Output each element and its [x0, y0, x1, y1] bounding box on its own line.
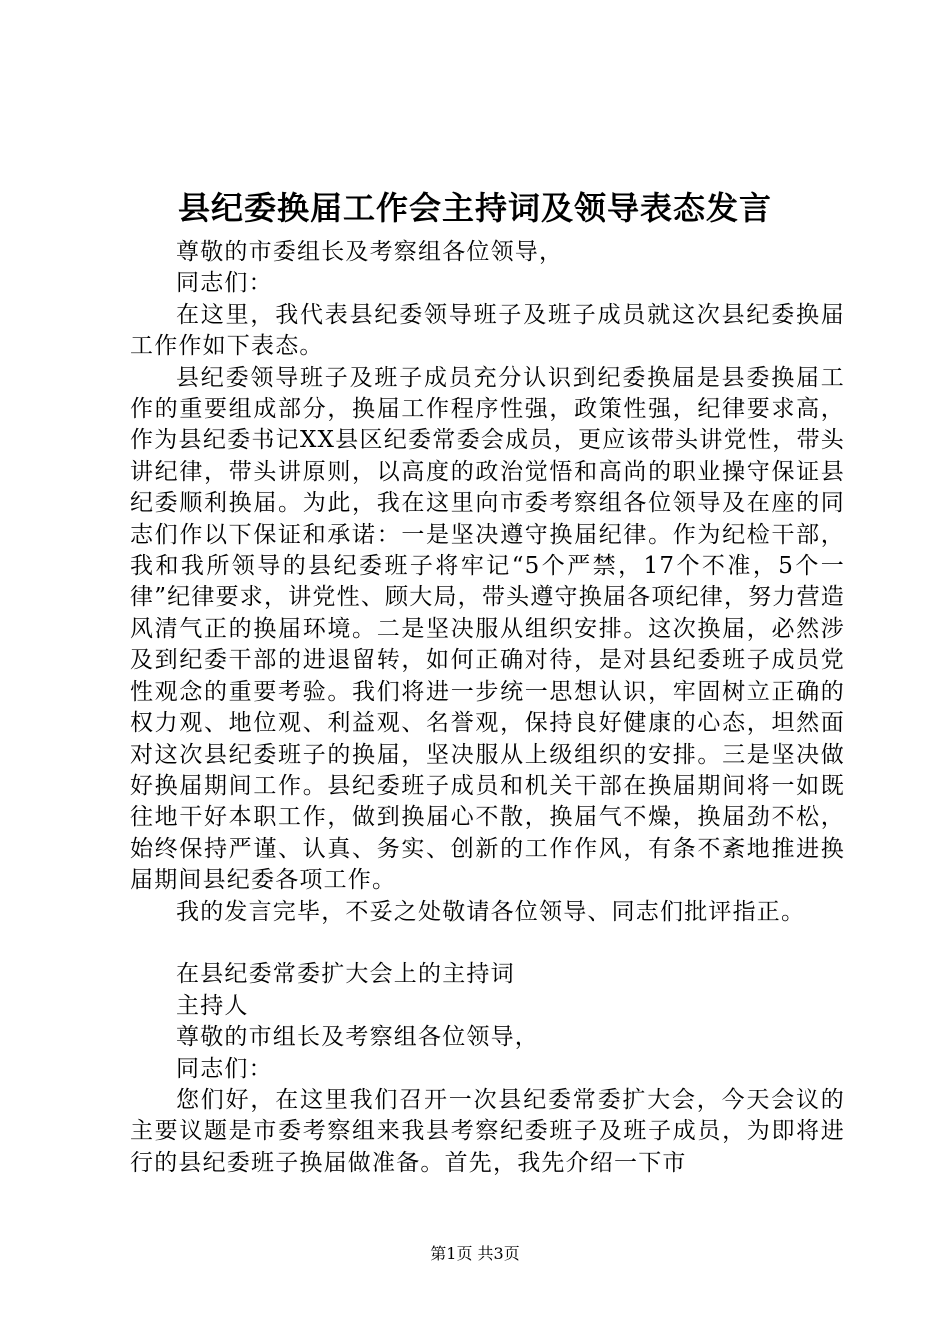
salutation-leaders: 尊敬的市组长及考察组各位领导， — [176, 1024, 539, 1051]
closing-paragraph: 我的发言完毕，不妥之处敬请各位领导、同志们批评指正。 — [176, 898, 806, 925]
document-body — [130, 237, 845, 1179]
body-paragraph: 县纪委领导班子及班子成员充分认识到纪委换届是县委换届工作的重要组成部分，换届工作程序性强，政策性强，纪律要求高，作为县纪委书记XX县区纪委常委会成员，更应该带头讲党性，带头讲纪律，带头讲原则，以高度的政治觉悟和高尚的职业操守保证县纪委顺利换届。为此，我在这里向市委考察组各位领导及在座的同志们作以下保证和承诺：一是坚决遵守换届纪律。作为纪检干部，我和我所领导的县纪委班子将牢记“5个严禁，17个不准，5个一律”纪律要求，讲党性、顾大局，带头遵守换届各项纪律，努力营造风清气正的换届环境。二是坚决服从组织安排。这次换届，必然涉及到纪委干部的进退留转，如何正确对待，是对县纪委班子成员党性观念的重要考验。我们将进一步统一思想认识，牢固树立正确的权力观、地位观、利益观、名誉观，保持良好健康的心态，坦然面对这次县纪委班子的换届，坚决服从上级组织的安排。三是坚决做好换届期间工作。县纪委班子成员和机关干部在换届期间将一如既往地干好本职工作，做到换届心不散，换届气不燥，换届劲不松，始终保持严谨、认真、务实、创新的工作作风，有条不紊地推进换届期间县纪委各项工作。 — [130, 364, 845, 894]
page-footer: 第1页 共3页 — [430, 1244, 520, 1263]
section-heading: 在县纪委常委扩大会上的主持词 — [176, 961, 515, 988]
host-label: 主持人 — [176, 992, 249, 1019]
salutation-comrades: 同志们： — [176, 1055, 273, 1082]
salutation-leaders: 尊敬的市委组长及考察组各位领导， — [176, 239, 564, 265]
section-spacer — [130, 928, 845, 959]
body-paragraph: 在这里，我代表县纪委领导班子及班子成员就这次县纪委换届工作作如下表态。 — [130, 301, 845, 360]
document-title: 县纪委换届工作会主持词及领导表态发言 — [177, 189, 772, 227]
body-paragraph: 您们好，在这里我们召开一次县纪委常委扩大会，今天会议的主要议题是市委考察组来我县考察纪委班子及班子成员，为即将进行的县纪委班子换届做准备。首先，我先介绍一下市 — [130, 1086, 845, 1176]
salutation-comrades: 同志们： — [176, 270, 273, 297]
